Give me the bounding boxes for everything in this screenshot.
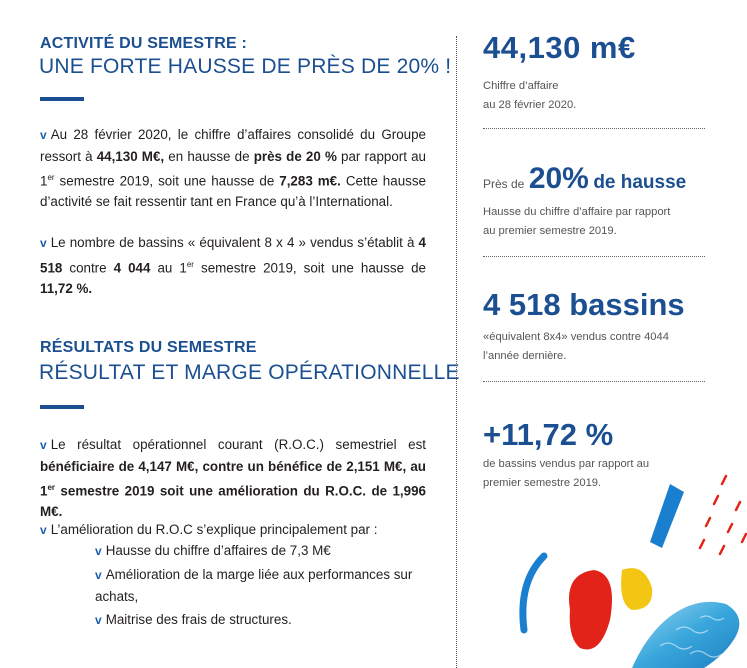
- pool-shape-decoration: [632, 602, 739, 668]
- list-item: v Hausse du chiffre d’affaires de 7,3 M€: [95, 543, 331, 558]
- section1-paragraph-1: v Au 28 février 2020, le chiffre d’affaires consolidé du Groupe ressort à 44,130 M€, en hausse de près de 20 % par rapport au 1er semestre 2019, soit une hausse de 7,283 m€. Cette hausse d’activité se fait ressentir tant en France qu’à l’International.: [40, 127, 427, 210]
- list-item: v Maitrise des frais de structures.: [95, 612, 292, 627]
- kpi-increase-value: +11,72 %: [483, 417, 614, 452]
- section2-paragraph-1: v Le résultat opérationnel courant (R.O.C.) semestriel est bénéficiaire de 4,147 M€, contre un bénéfice de 2,151 M€, au 1er semestre 2019 soit une amélioration du R.O.C. de 1,996 M€.: [40, 437, 426, 520]
- section2-title-bold: RÉSULTATS DU SEMESTRE: [40, 339, 257, 356]
- section1-rule: [40, 97, 84, 101]
- kpi-separator: [483, 381, 705, 382]
- chevron-bullet-icon: v: [95, 613, 102, 627]
- chevron-bullet-icon: v: [40, 438, 47, 452]
- section1-title-light: UNE FORTE HAUSSE DE PRÈS DE 20% !: [39, 55, 452, 78]
- list-item: v Amélioration de la marge liée aux performances sur achats,: [95, 567, 413, 604]
- chevron-bullet-icon: v: [95, 568, 102, 582]
- section2-title-light: RÉSULTAT ET MARGE OPÉRATIONNELLE: [39, 361, 460, 384]
- yellow-leaf-decoration: [621, 568, 652, 610]
- kpi-growth-headline: Près de 20% de hausse: [483, 162, 687, 195]
- kpi-separator: [483, 256, 705, 257]
- kpi-revenue-value: 44,130 m€: [483, 30, 636, 65]
- section1-paragraph-2: v Le nombre de bassins « équivalent 8 x 4 » vendus s’établit à 4 518 contre 4 044 au 1er semestre 2019, soit une hausse de 11,72 %.: [40, 235, 426, 297]
- decorative-pool-illustration: [500, 470, 747, 668]
- chevron-bullet-icon: v: [40, 128, 47, 142]
- column-divider: [456, 36, 457, 668]
- section2-paragraph-2: v L’amélioration du R.O.C s’explique principalement par :: [40, 522, 378, 537]
- kpi-separator: [483, 128, 705, 129]
- section1-title-bold: ACTIVITÉ DU SEMESTRE :: [40, 35, 248, 52]
- kpi-pools-caption: «équivalent 8x4» vendus contre 4044 l’année dernière.: [483, 331, 669, 362]
- chevron-bullet-icon: v: [95, 544, 102, 558]
- blue-arc-decoration: [523, 556, 544, 630]
- red-ticks-decoration: [700, 476, 746, 554]
- section2-rule: [40, 405, 84, 409]
- kpi-growth-caption: Hausse du chiffre d’affaire par rapport au premier semestre 2019.: [483, 206, 671, 237]
- section2-bullet-list: [95, 540, 426, 631]
- red-leaf-decoration: [569, 570, 612, 649]
- kpi-revenue-caption: Chiffre d’affaire au 28 février 2020.: [483, 80, 577, 111]
- chevron-bullet-icon: v: [40, 523, 47, 537]
- kpi-increase-caption: de bassins vendus par rapport au premier semestre 2019.: [483, 458, 650, 489]
- chevron-bullet-icon: v: [40, 236, 47, 250]
- kpi-pools-value: 4 518 bassins: [483, 287, 685, 322]
- blue-bar-decoration: [650, 484, 684, 548]
